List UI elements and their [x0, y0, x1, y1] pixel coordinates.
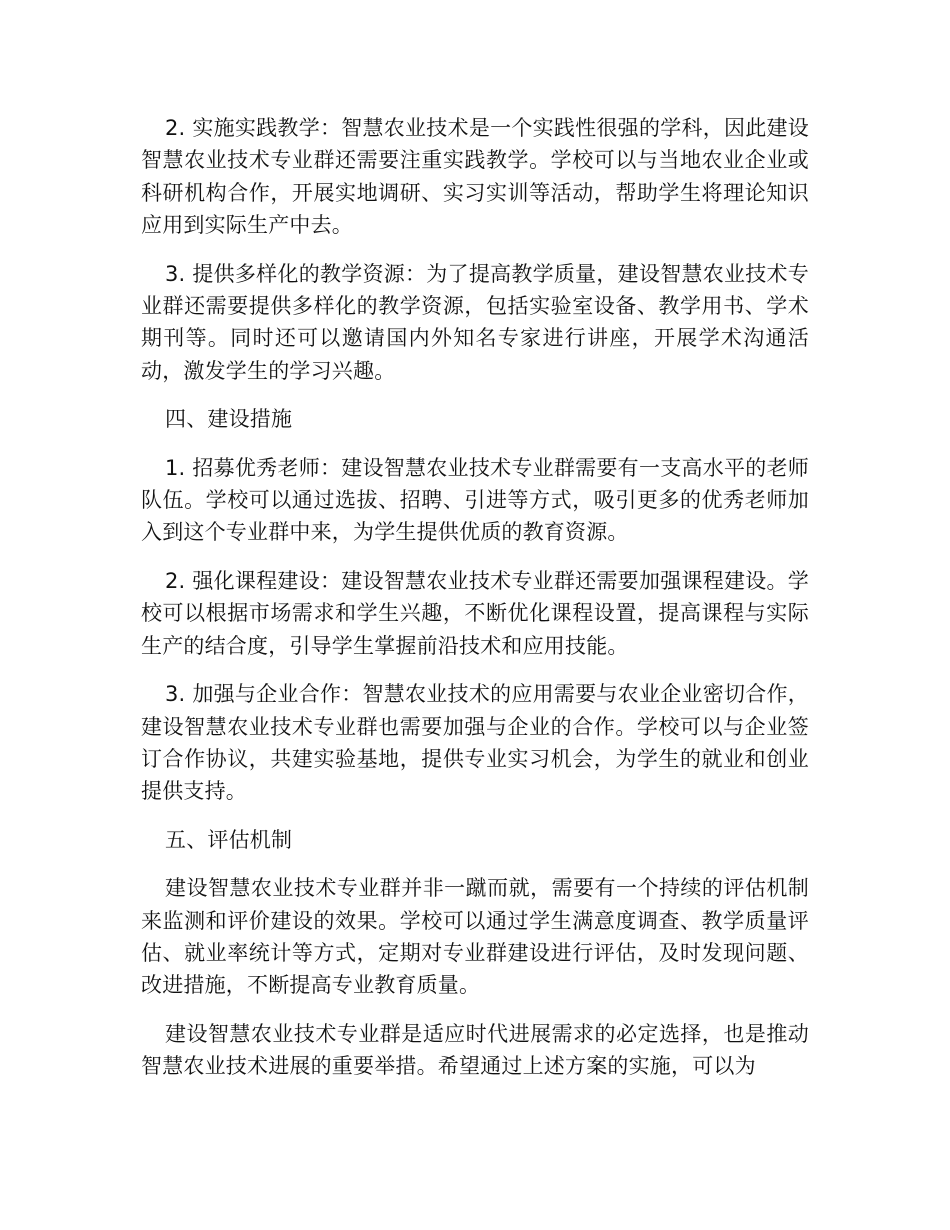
section-heading-evaluation: 五、评估机制 [165, 827, 293, 852]
paragraph-enterprise-cooperation: 3. 加强与企业合作：智慧农业技术的应用需要与农业企业密切合作，建设智慧农业技术专业群也需要加强与企业的合作。学校可以与企业签订合作协议，共建实验基地，提供专业实习机会，为学生的就业和创业提供支持。 [141, 682, 809, 804]
section-heading-measures: 四、建设措施 [165, 407, 293, 432]
paragraph-conclusion: 建设智慧农业技术专业群是适应时代进展需求的必定选择，也是推动智慧农业技术进展的重要举措。希望通过上述方案的实施，可以为 [141, 1021, 809, 1079]
paragraph-curriculum: 2. 强化课程建设：建设智慧农业技术专业群还需要加强课程建设。学校可以根据市场需求和学生兴趣，不断优化课程设置，提高课程与实际生产的结合度，引导学生掌握前沿技术和应用技能。 [141, 568, 809, 658]
paragraph-teaching-resources: 3. 提供多样化的教学资源：为了提高教学质量，建设智慧农业技术专业群还需要提供多样化的教学资源，包括实验室设备、教学用书、学术期刊等。同时还可以邀请国内外知名专家进行讲座，开展学术沟通活动，激发学生的学习兴趣。 [141, 261, 809, 383]
paragraph-recruit-teachers: 1. 招募优秀老师：建设智慧农业技术专业群需要有一支高水平的老师队伍。学校可以通过选拔、招聘、引进等方式，吸引更多的优秀老师加入到这个专业群中来，为学生提供优质的教育资源。 [141, 455, 809, 545]
paragraph-practice-teaching: 2. 实施实践教学：智慧农业技术是一个实践性很强的学科，因此建设智慧农业技术专业群还需要注重实践教学。学校可以与当地农业企业或科研机构合作，开展实地调研、实习实训等活动，帮助学生将理论知识应用到实际生产中去。 [141, 116, 809, 238]
paragraph-evaluation-mechanism: 建设智慧农业技术专业群并非一蹴而就，需要有一个持续的评估机制来监测和评价建设的效果。学校可以通过学生满意度调查、教学质量评估、就业率统计等方式，定期对专业群建设进行评估，及时发现问题、改进措施，不断提高专业教育质量。 [141, 876, 809, 998]
document-body [141, 112, 809, 1099]
